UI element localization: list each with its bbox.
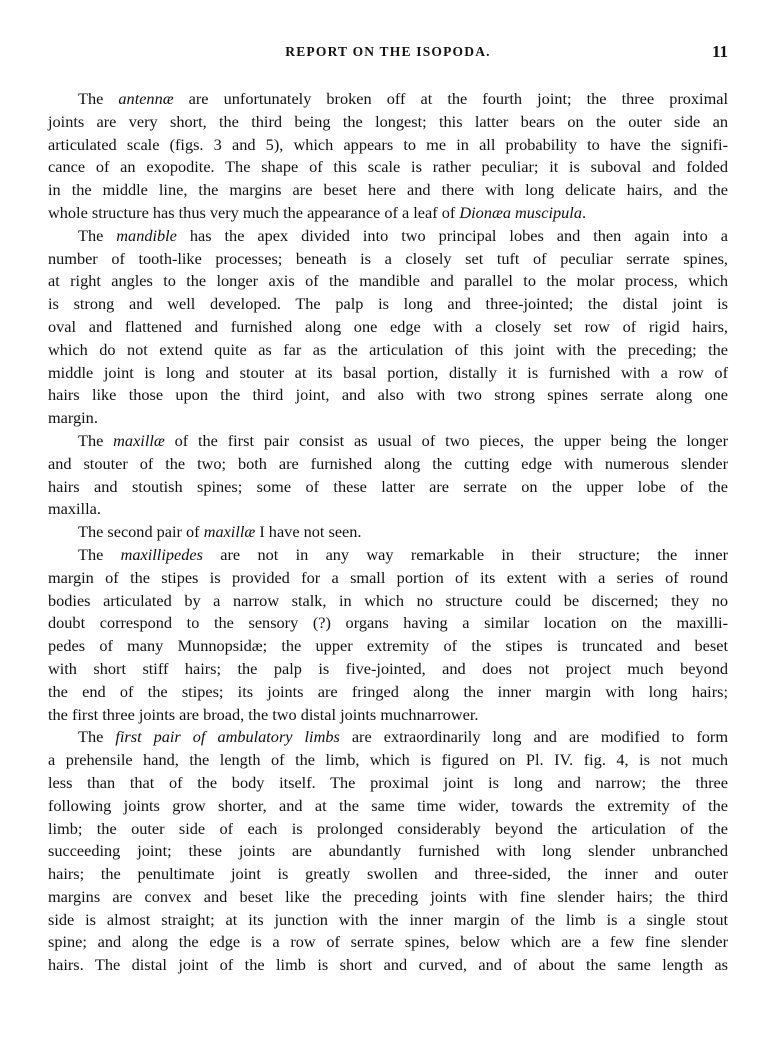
page-number: 11: [711, 42, 728, 61]
text-line: a prehensile hand, the length of the limb, which is figured on Pl. IV. fig. 4, is not much: [48, 750, 728, 770]
text-line: oval and flattened and furnished along one edge with a closely set row of rigid hairs,: [48, 316, 728, 336]
text-line: hairs like those upon the third joint, and also with two strong spines serrate along one: [48, 385, 728, 405]
text-line: whole structure has thus very much the appearance of a leaf of Dionæa muscipula.: [48, 202, 587, 222]
italic-term: Dionæa muscipula: [459, 202, 582, 222]
text-line: The first pair of ambulatory limbs are extraordinarily long and are modified to form: [78, 727, 728, 747]
text-line: which do not extend quite as far as the articulation of this joint with the preceding; the: [48, 339, 728, 359]
text-line: spine; and along the edge is a row of serrate spines, below which are a few fine slender: [48, 932, 728, 952]
text-line: at right angles to the longer axis of the mandible and parallel to the molar process, which: [48, 271, 728, 291]
text-line: the end of the stipes; its joints are fringed along the inner margin with long hairs;: [48, 681, 728, 701]
text-line: middle joint is long and stouter at its basal portion, distally it is furnished with a row of: [48, 362, 728, 382]
italic-term: maxillæ: [113, 430, 165, 450]
text-line: less than that of the body itself. The proximal joint is long and narrow; the three: [48, 772, 728, 792]
running-head: REPORT ON THE ISOPODA.: [285, 44, 491, 59]
text-line: margin.: [48, 408, 98, 428]
paragraph: [48, 521, 728, 544]
paragraph: [48, 430, 728, 521]
italic-term: first pair of ambulatory limbs: [115, 727, 340, 747]
text-line: pedes of many Munnopsidæ; the upper extremity of the stipes is truncated and beset: [48, 636, 728, 656]
text-line: the first three joints are broad, the two distal joints muchnarrower.: [48, 704, 479, 724]
text-line: doubt correspond to the sensory (?) organs having a similar location on the maxilli-: [48, 613, 728, 633]
text-line: hairs; the penultimate joint is greatly swollen and three-sided, the inner and outer: [48, 864, 728, 884]
text-line: succeeding joint; these joints are abundantly furnished with long slender unbranched: [48, 841, 728, 861]
text-line: with short stiff hairs; the palp is five-jointed, and does not project much beyond: [48, 658, 728, 678]
italic-term: maxillipedes: [120, 544, 203, 564]
text-line: following joints grow shorter, and at the same time wider, towards the extremity of the: [48, 795, 728, 815]
text-line: maxilla.: [48, 499, 101, 519]
text-line: The antennæ are unfortunately broken off at the fourth joint; the three proximal: [78, 89, 728, 108]
text-line: number of tooth-like processes; beneath is a closely set tuft of peculiar serrate spines,: [48, 248, 728, 268]
text-line: bodies articulated by a narrow stalk, in which no structure could be discerned; they no: [48, 590, 728, 610]
italic-term: mandible: [116, 225, 177, 245]
text-line: The maxillæ of the first pair consist as usual of two pieces, the upper being the longer: [78, 430, 728, 450]
paragraph: [48, 88, 728, 225]
text-line: joints are very short, the third being the longest; this latter bears on the outer side an: [48, 111, 728, 131]
text-line: in the middle line, the margins are beset here and there with long delicate hairs, and the: [48, 180, 728, 200]
italic-term: antennæ: [118, 89, 174, 108]
text-line: articulated scale (figs. 3 and 5), which appears to me in all probability to have the signifi-: [48, 134, 728, 154]
text-line: hairs. The distal joint of the limb is short and curved, and of about the same length as: [48, 955, 728, 975]
text-line: The mandible has the apex divided into two principal lobes and then again into a: [78, 225, 728, 245]
page-header: [48, 44, 728, 68]
paragraph: [48, 726, 728, 977]
text-line: limb; the outer side of each is prolonged considerably beyond the articulation of the: [48, 818, 728, 838]
text-line: The second pair of maxillæ I have not seen.: [78, 522, 362, 542]
text-line: side is almost straight; at its junction with the inner margin of the limb is a single stout: [48, 909, 728, 929]
text-line: margin of the stipes is provided for a small portion of its extent with a series of round: [48, 567, 728, 587]
text-line: and stouter of the two; both are furnished along the cutting edge with numerous slender: [48, 453, 728, 473]
text-line: cance of an exopodite. The shape of this scale is rather peculiar; it is suboval and folded: [48, 157, 728, 177]
paragraph: [48, 225, 728, 430]
text-line: is strong and well developed. The palp is long and three-jointed; the distal joint is: [48, 294, 728, 314]
italic-term: maxillæ: [203, 522, 256, 542]
text-line: hairs and stoutish spines; some of these latter are serrate on the upper lobe of the: [48, 476, 728, 496]
body-text: [48, 88, 728, 977]
text-line: The maxillipedes are not in any way remarkable in their structure; the inner: [78, 544, 728, 564]
paragraph: [48, 544, 728, 726]
text-line: margins are convex and beset like the preceding joints with fine slender hairs; the third: [48, 886, 728, 906]
